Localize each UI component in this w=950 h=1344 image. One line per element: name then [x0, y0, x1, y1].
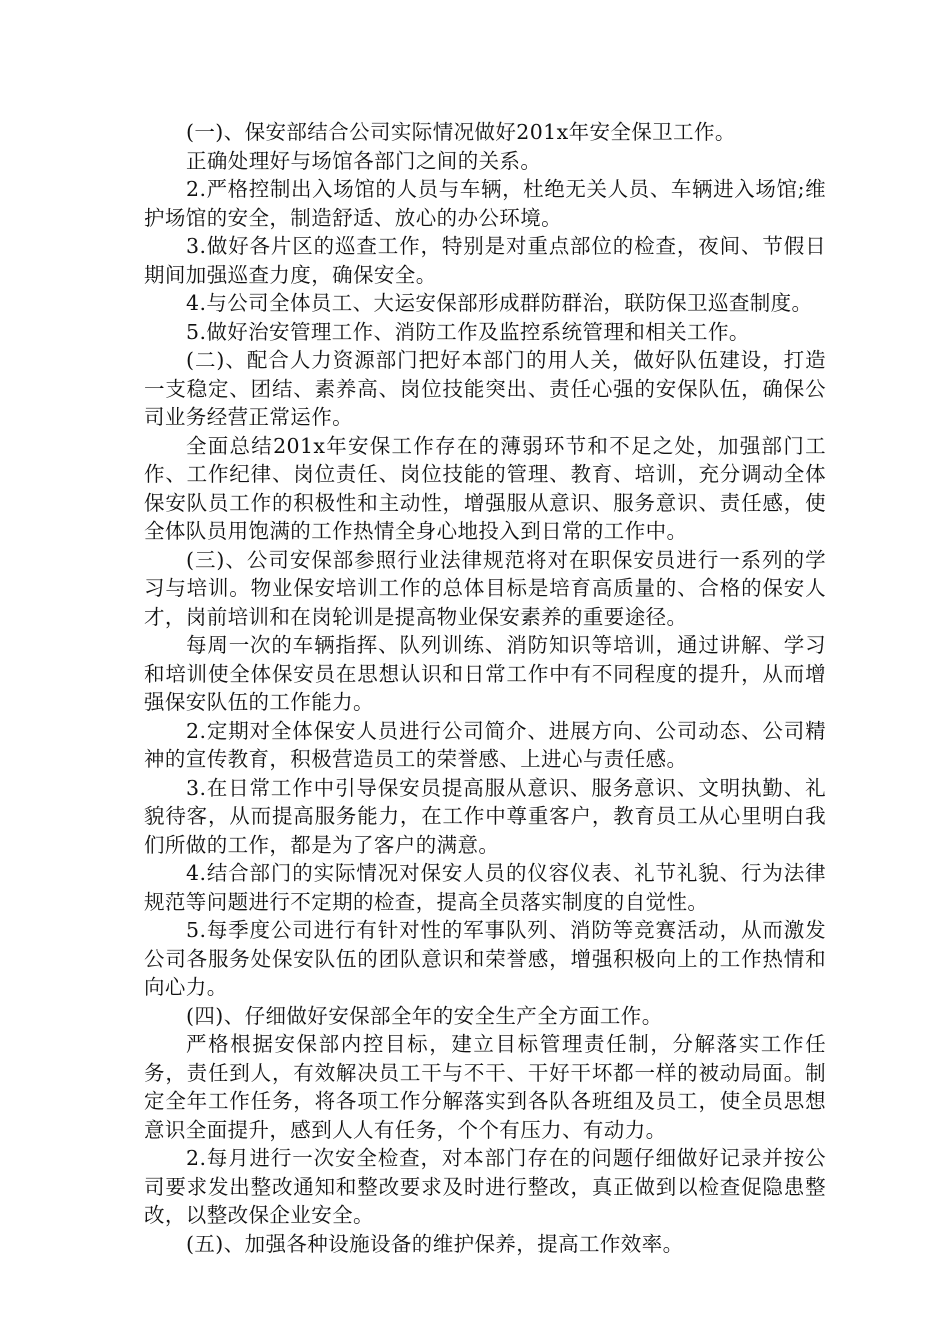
paragraph: 5.每季度公司进行有针对性的军事队列、消防等竞赛活动，从而激发公司各服务处保安队伍的团队意识和荣誉感，增强积极向上的工作热情和向心力。 — [144, 918, 826, 999]
paragraph: 全面总结201x年安保工作存在的薄弱环节和不足之处，加强部门工作、工作纪律、岗位责任、岗位技能的管理、教育、培训，充分调动全体保安队员工作的积极性和主动性，增强服从意识、服务意识、责任感，使全体队员用饱满的工作热情全身心地投入到日常的工作中。 — [144, 433, 826, 543]
paragraph: 4.与公司全体员工、大运安保部形成群防群治，联防保卫巡查制度。 — [186, 291, 813, 315]
paragraph: 每周一次的车辆指挥、队列训练、消防知识等培训，通过讲解、学习和培训使全体保安员在思想认识和日常工作中有不同程度的提升，从而增强保安队伍的工作能力。 — [144, 633, 826, 714]
paragraph: (二)、配合人力资源部门把好本部门的用人关，做好队伍建设，打造一支稳定、团结、素养高、岗位技能突出、责任心强的安保队伍，确保公司业务经营正常运作。 — [144, 348, 826, 429]
paragraph: 3.做好各片区的巡查工作，特别是对重点部位的检查，夜间、节假日期间加强巡查力度，确保安全。 — [144, 234, 826, 287]
paragraph: 2.每月进行一次安全检查，对本部门存在的问题仔细做好记录并按公司要求发出整改通知和整改要求及时进行整改，真正做到以检查促隐患整改，以整改保企业安全。 — [144, 1146, 826, 1227]
paragraph: (五)、加强各种设施设备的维护保养，提高工作效率。 — [186, 1231, 684, 1256]
document-body — [144, 118, 826, 1258]
paragraph: 3.在日常工作中引导保安员提高服从意识、服务意识、文明执勤、礼貌待客，从而提高服务能力，在工作中尊重客户，教育员工从心里明白我们所做的工作，都是为了客户的满意。 — [144, 775, 826, 857]
paragraph: 4.结合部门的实际情况对保安人员的仪容仪表、礼节礼貌、行为法律规范等问题进行不定期的检查，提高全员落实制度的自觉性。 — [144, 861, 826, 914]
paragraph: (三)、公司安保部参照行业法律规范将对在职保安员进行一系列的学习与培训。物业保安培训工作的总体目标是培育高质量的、合格的保安人才，岗前培训和在岗轮训是提高物业保安素养的重要途径。 — [144, 547, 826, 629]
paragraph: 严格根据安保部内控目标，建立目标管理责任制，分解落实工作任务，责任到人，有效解决员工干与不干、干好干坏都一样的被动局面。制定全年工作任务，将各项工作分解落实到各队各班组及员工，使全员思想意识全面提升，感到人人有任务，个个有压力、有动力。 — [144, 1032, 826, 1142]
paragraph: (四)、仔细做好安保部全年的安全生产全方面工作。 — [186, 1003, 663, 1028]
paragraph: 2.严格控制出入场馆的人员与车辆，杜绝无关人员、车辆进入场馆;维护场馆的安全，制造舒适、放心的办公环境。 — [144, 177, 826, 230]
paragraph: 5.做好治安管理工作、消防工作及监控系统管理和相关工作。 — [186, 319, 750, 344]
paragraph: (一)、保安部结合公司实际情况做好201x年安全保卫工作。 — [186, 120, 736, 144]
paragraph: 正确处理好与场馆各部门之间的关系。 — [186, 148, 542, 173]
paragraph: 2.定期对全体保安人员进行公司简介、进展方向、公司动态、公司精神的宣传教育，积极营造员工的荣誉感、上进心与责任感。 — [144, 718, 826, 771]
